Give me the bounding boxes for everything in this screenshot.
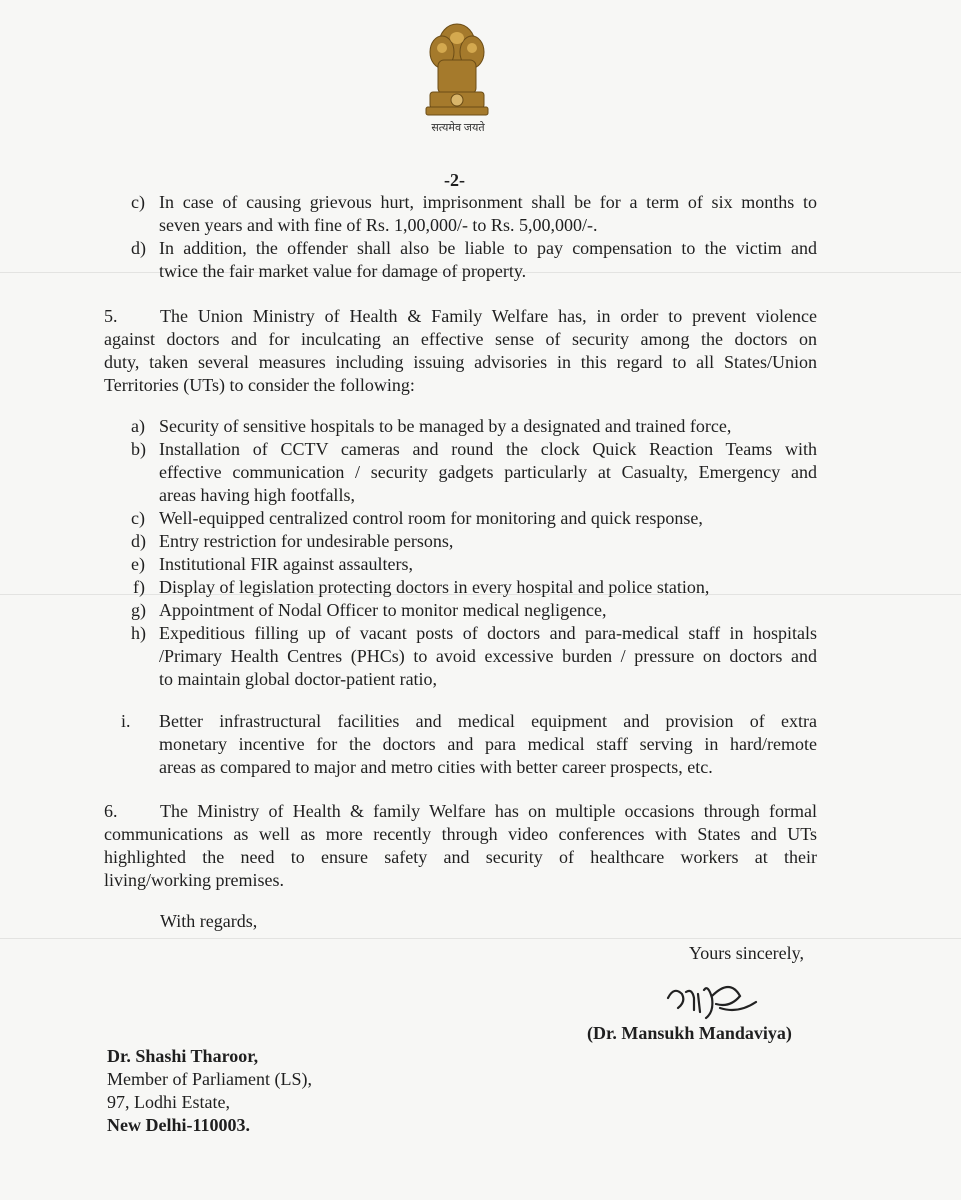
measure-label: i.: [121, 711, 131, 731]
national-emblem-icon: [418, 14, 496, 132]
paragraph-line: The Union Ministry of Health & Family Welfare has, in order to prevent violence: [160, 306, 817, 326]
measure-label: g): [131, 600, 146, 620]
measure-line: Entry restriction for undesirable persons,: [159, 531, 454, 551]
list-item-line: In case of causing grievous hurt, imprisonment shall be for a term of six months to: [159, 192, 817, 212]
paragraph-line: against doctors and for inculcating an effective sense of security among the doctors on: [104, 329, 817, 349]
recipient-name: Dr. Shashi Tharoor,: [107, 1046, 259, 1066]
paragraph-number: 6.: [104, 801, 118, 821]
measure-line: areas as compared to major and metro cities with better career prospects, etc.: [159, 757, 713, 777]
measure-line: monetary incentive for the doctors and para medical staff serving in hard/remote: [159, 734, 817, 754]
measure-line: Installation of CCTV cameras and round the clock Quick Reaction Teams with: [159, 439, 817, 459]
handwritten-signature: [660, 968, 770, 1028]
list-label: c): [131, 192, 145, 212]
paper-fold-line: [0, 272, 961, 273]
paragraph-line: duty, taken several measures including issuing advisories in this regard to all States/Union: [104, 352, 817, 372]
paragraph-line: highlighted the need to ensure safety and security of healthcare workers at their: [104, 847, 817, 867]
signatory-name: (Dr. Mansukh Mandaviya): [587, 1023, 792, 1043]
measure-line: areas having high footfalls,: [159, 485, 355, 505]
measure-label: d): [131, 531, 146, 551]
measure-line: /Primary Health Centres (PHCs) to avoid excessive burden / pressure on doctors and: [159, 646, 817, 666]
recipient-city: New Delhi-110003.: [107, 1115, 250, 1135]
list-label: d): [131, 238, 146, 258]
closing-sincerely: Yours sincerely,: [689, 943, 804, 963]
measure-line: Institutional FIR against assaulters,: [159, 554, 413, 574]
measure-line: Expeditious filling up of vacant posts of doctors and para-medical staff in hospitals: [159, 623, 817, 643]
list-item-line: seven years and with fine of Rs. 1,00,000/- to Rs. 5,00,000/-.: [159, 215, 598, 235]
list-item-line: twice the fair market value for damage of property.: [159, 261, 527, 281]
measure-label: h): [131, 623, 146, 643]
measure-line: Display of legislation protecting doctors in every hospital and police station,: [159, 577, 710, 597]
paper-fold-line: [0, 938, 961, 939]
recipient-address: 97, Lodhi Estate,: [107, 1092, 230, 1112]
paragraph-line: living/working premises.: [104, 870, 284, 890]
page-number: -2-: [444, 170, 465, 190]
paragraph-line: The Ministry of Health & family Welfare has on multiple occasions through formal: [160, 801, 817, 821]
measure-label: a): [131, 416, 145, 436]
measure-label: e): [131, 554, 145, 574]
measure-label: c): [131, 508, 145, 528]
list-item-line: In addition, the offender shall also be liable to pay compensation to the victim and: [159, 238, 817, 258]
measure-label: b): [131, 439, 146, 459]
closing-regards: With regards,: [160, 911, 258, 931]
measure-line: Appointment of Nodal Officer to monitor medical negligence,: [159, 600, 607, 620]
measure-line: to maintain global doctor-patient ratio,: [159, 669, 438, 689]
measure-label: f): [133, 577, 145, 597]
paper-fold-line: [0, 594, 961, 595]
measure-line: effective communication / security gadgets particularly at Casualty, Emergency and: [159, 462, 817, 482]
measure-line: Security of sensitive hospitals to be managed by a designated and trained force,: [159, 416, 732, 436]
paragraph-line: Territories (UTs) to consider the following:: [104, 375, 415, 395]
paragraph-number: 5.: [104, 306, 118, 326]
emblem-motto: सत्यमेव जयते: [431, 122, 485, 134]
recipient-designation: Member of Parliament (LS),: [107, 1069, 312, 1089]
paragraph-line: communications as well as more recently through video conferences with States and UTs: [104, 824, 817, 844]
measure-line: Better infrastructural facilities and medical equipment and provision of extra: [159, 711, 817, 731]
measure-line: Well-equipped centralized control room for monitoring and quick response,: [159, 508, 703, 528]
